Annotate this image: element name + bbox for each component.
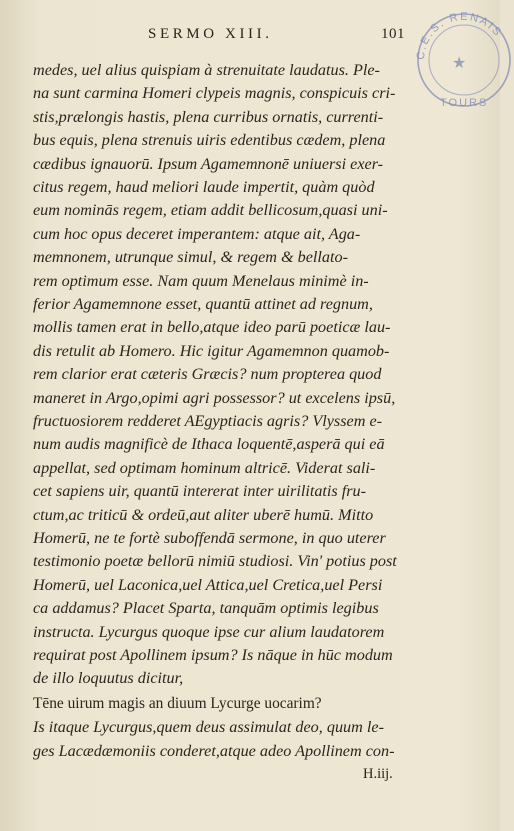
text-line: cet sapiens uir, quantū intererat inter uirilitatis fru- — [33, 482, 367, 501]
text-line: appellat, sed optimam hominum altricē. Viderat sali- — [33, 458, 376, 477]
stamp-text-top: C.E.S. RENAIS — [414, 10, 505, 61]
text-line: Homerū, uel Laconica,uel Attica,uel Cretica,uel Persi — [33, 575, 383, 594]
running-head: SERMO XIII. — [148, 26, 273, 42]
text-line: ca addamus? Placet Sparta, tanquām optimis legibus — [33, 599, 379, 618]
verse-line: Tēne uirum magis an diuum Lycurge uocarim? — [33, 694, 322, 712]
text-line: rem optimum esse. Nam quum Menelaus minimè in- — [33, 271, 369, 290]
text-line: stis,prælongis hastis, plena curribus ornatis, currenti- — [33, 107, 384, 126]
signature-mark: H.iij. — [363, 766, 393, 782]
stamp-star-icon: ★ — [452, 53, 467, 72]
text-line: medes, uel alius quispiam à strenuitate laudatus. Ple- — [33, 61, 380, 79]
text-line: ferior Agamemnone esset, quantū attinet ad regnum, — [33, 295, 373, 313]
library-stamp — [404, 2, 514, 112]
text-line: memnonem, utrunque simul, & regem & bellato- — [33, 248, 349, 267]
text-line: dis retulit ab Homero. Hic igitur Agamemnon quamob- — [33, 341, 390, 360]
text-line: maneret in Argo,opimi agri possessor? ut excelens ipsū, — [33, 388, 396, 407]
text-line: na sunt carmina Homeri clypeis magnis, conspicuis cri- — [33, 84, 396, 103]
text-line: requirat post Apollinem ipsum? Is nāque in hūc modum — [33, 646, 393, 664]
text-line: Is itaque Lycurgus,quem deus assimulat deo, quum le- — [33, 718, 384, 737]
text-line: ges Lacædæmoniis conderet,atque adeo Apollinem con- — [33, 741, 395, 760]
text-line: Homerū, ne te fortè suboffendā sermone, in quo uterer — [33, 529, 386, 547]
stamp-text-side: TOURS — [440, 97, 489, 109]
text-line: rem clarior erat cæteris Græcis? num propterea quod — [33, 365, 382, 384]
text-line: bus equis, plena strenuis uiris edentibus cædem, plena — [33, 131, 386, 150]
text-line: fructuosiorem redderet AEgyptiacis agris? Vlyssem e- — [33, 412, 383, 430]
text-line: eum nominās regem, etiam addit bellicosum,quasi uni- — [33, 201, 388, 220]
text-line: de illo loquutus dicitur, — [33, 669, 184, 688]
text-line: num audis magnificè de Ithaca loquentē,asperā qui eā — [33, 435, 385, 454]
text-line: mollis tamen erat in bello,atque ideo parū poeticæ lau- — [33, 318, 391, 337]
page-number: 101 — [381, 26, 405, 42]
text-line: cædibus ignauorū. Ipsum Agamemnonē uniuersi exer- — [33, 154, 384, 173]
text-line: citus regem, haud meliori laude impertit, quàm quòd — [33, 178, 375, 196]
text-line: ctum,ac triticū & ordeū,aut aliter uberē humū. Mitto — [33, 505, 374, 524]
text-line: cum hoc opus deceret imperantem: atque ait, Aga- — [33, 224, 361, 243]
text-line: instructa. Lycurgus quoque ipse cur alium laudatorem — [33, 622, 385, 641]
text-line: testimonio poetæ bellorū nimiū studiosi. Vin' potius post — [33, 552, 397, 571]
